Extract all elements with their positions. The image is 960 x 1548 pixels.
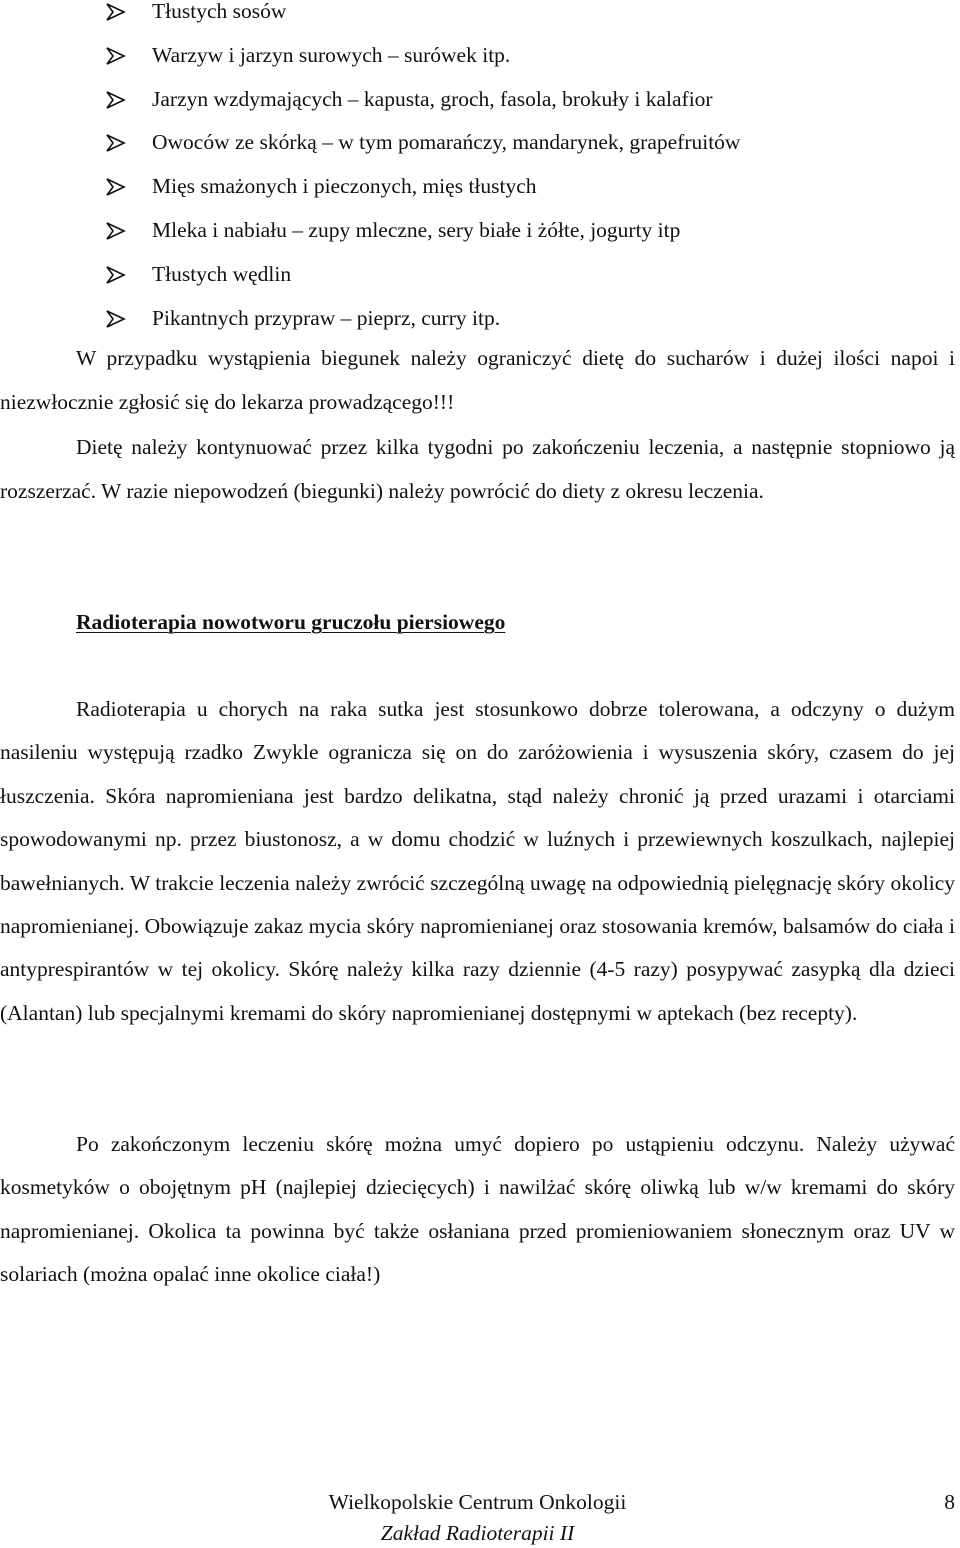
arrowhead-bullet-icon [106,91,126,109]
list-item [106,209,946,253]
arrowhead-bullet-icon [106,47,126,65]
section-heading: Radioterapia nowotworu gruczołu piersiowego [76,610,506,634]
list-item [106,78,946,122]
list-item [106,253,946,297]
list-item-text: Mleka i nabiału – zupy mleczne, sery białe i żółte, jogurty itp [152,217,681,242]
footer-department: Zakład Radioterapii II [380,1521,575,1545]
list-item [106,34,946,78]
diet-restriction-list [106,0,946,340]
diarrhea-note-paragraph: W przypadku wystąpienia biegunek należy ograniczyć dietę do sucharów i dużej ilości napoi i niezwłocznie zgłosić się do lekarza prowadzącego!!! [0,346,955,414]
list-item-text: Warzyw i jarzyn surowych – surówek itp. [152,42,511,67]
list-item-text: Jarzyn wzdymających – kapusta, groch, fasola, brokuły i kalafior [152,86,713,111]
list-item [106,165,946,209]
footer-institution: Wielkopolskie Centrum Onkologii [328,1490,627,1514]
list-item-text: Tłustych wędlin [152,261,292,286]
after-treatment-paragraph: Po zakończonym leczeniu skórę można umyć dopiero po ustąpieniu odczynu. Należy używać kosmetyków o obojętnym pH (najlepiej dziecięcych) i nawilżać skórę oliwką lub w/w kremami do skóry napromienianej. Okolica ta powinna być także osłaniana przed promieniowaniem słonecznym oraz UV w solariach (można opalać inne okolice ciała!) [0,1132,955,1287]
arrowhead-bullet-icon [106,134,126,152]
page-number: 8 [944,1490,955,1514]
diet-continuation-paragraph: Dietę należy kontynuować przez kilka tygodni po zakończeniu leczenia, a następnie stopniowo ją rozszerzać. W razie niepowodzeń (biegunki) należy powrócić do diety z okresu leczenia. [0,435,955,503]
arrowhead-bullet-icon [106,310,126,328]
list-item [106,121,946,165]
list-item-text: Pikantnych przypraw – pieprz, curry itp. [152,305,501,330]
arrowhead-bullet-icon [106,222,126,240]
arrowhead-bullet-icon [106,266,126,284]
arrowhead-bullet-icon [106,3,126,21]
list-item [106,297,946,341]
list-item [106,0,946,34]
breast-radiotherapy-paragraph: Radioterapia u chorych na raka sutka jest stosunkowo dobrze tolerowana, a odczyny o dużym nasileniu występują rzadko Zwykle ogranicza się on do zaróżowienia i wysuszenia skóry, czasem do jej łuszczenia. Skóra napromieniana jest bardzo delikatna, stąd należy chronić ją przed urazami i otarciami spowodowanymi np. przez biustonosz, a w domu chodzić w luźnych i przewiewnych koszulkach, najlepiej bawełnianych. W trakcie leczenia należy zwrócić szczególną uwagę na odpowiednią pielęgnację skóry okolicy napromienianej. Obowiązuje zakaz mycia skóry napromienianej oraz stosowania kremów, balsamów do ciała i antyprespirantów w tej okolicy. Skórę należy kilka razy dziennie (4-5 razy) posypywać zasypką dla dzieci (Alantan) lub specjalnymi kremami do skóry napromienianej dostępnymi w aptekach (bez recepty). [0,697,955,1025]
arrowhead-bullet-icon [106,178,126,196]
list-item-text: Owoców ze skórką – w tym pomarańczy, mandarynek, grapefruitów [152,130,741,155]
list-item-text: Tłustych sosów [152,0,287,23]
list-item-text: Mięs smażonych i pieczonych, mięs tłustych [152,174,537,199]
